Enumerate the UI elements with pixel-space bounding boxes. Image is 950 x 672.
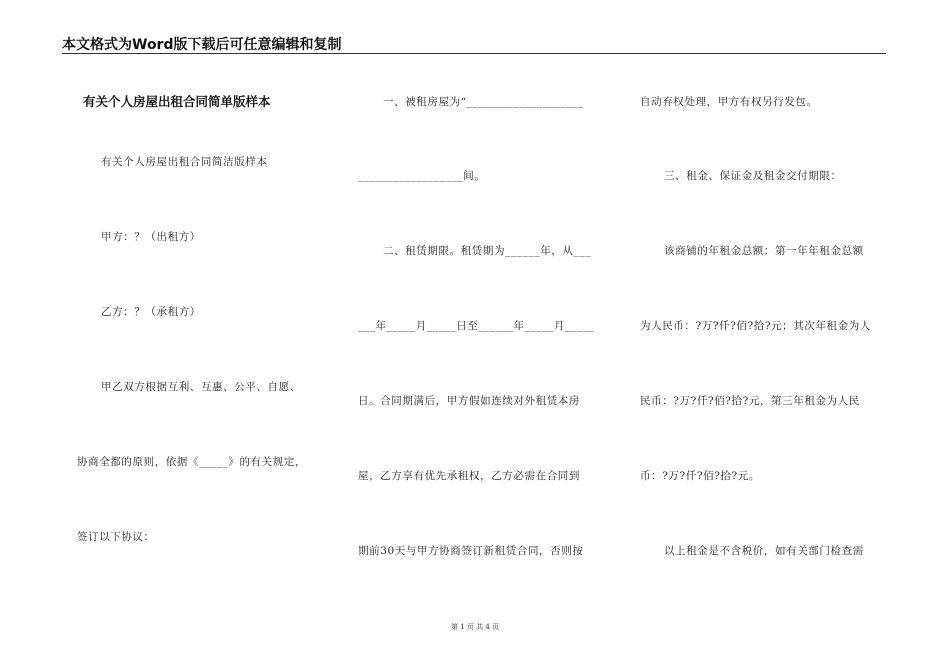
text-line: 三、租金、保证金及租金交付期限：: [664, 170, 842, 182]
text-line: 二、租赁期限。租赁期为______年，从___: [383, 245, 592, 257]
text-line: 有关个人房屋出租合同简洁版样本: [101, 156, 268, 168]
document-title: 有关个人房屋出租合同简单版样本: [83, 94, 271, 109]
page-number: 第 1 页 共 4 页: [450, 623, 500, 631]
text-line: 签订以下协议：: [77, 531, 155, 543]
text-line: 日。合同期满后，甲方假如连续对外租赁本房: [358, 395, 580, 407]
text-line: 甲方：？（出租方）: [101, 231, 201, 243]
text-line: 自动弃权处理，甲方有权另行发包。: [640, 96, 818, 108]
text-line: 屋，乙方享有优先承租权，乙方必需在合同到: [358, 470, 580, 482]
document-banner: 本文格式为Word版下载后可任意编辑和复制: [62, 37, 342, 53]
text-line: 以上租金是不含税价，如有关部门检查需: [664, 545, 864, 557]
text-line: 该商铺的年租金总额：第一年年租金总额: [664, 245, 864, 257]
text-line: 协商全都的原则，依据《_____》的有关规定，: [77, 456, 307, 468]
text-line: 币：?万?仟?佰?拾?元。: [640, 470, 760, 482]
text-line: 乙方：？（承租方）: [101, 306, 201, 318]
text-line: ___年_____月_____日至______年_____月_____: [358, 320, 595, 332]
text-line: 民币：?万?仟?佰?拾?元，第三年租金为人民: [640, 395, 860, 407]
text-line: 期前30天与甲方协商签订新租赁合同，否则按: [358, 545, 584, 557]
text-line: 一、被租房屋为“____________________: [383, 96, 584, 108]
text-line: __________________间。: [358, 170, 486, 182]
text-line: 甲乙双方根据互利、互惠、公平、自愿、: [101, 381, 301, 393]
header-divider: [62, 53, 886, 54]
text-line: 为人民币：?万?仟?佰?拾?元；其次年租金为人: [640, 320, 871, 332]
